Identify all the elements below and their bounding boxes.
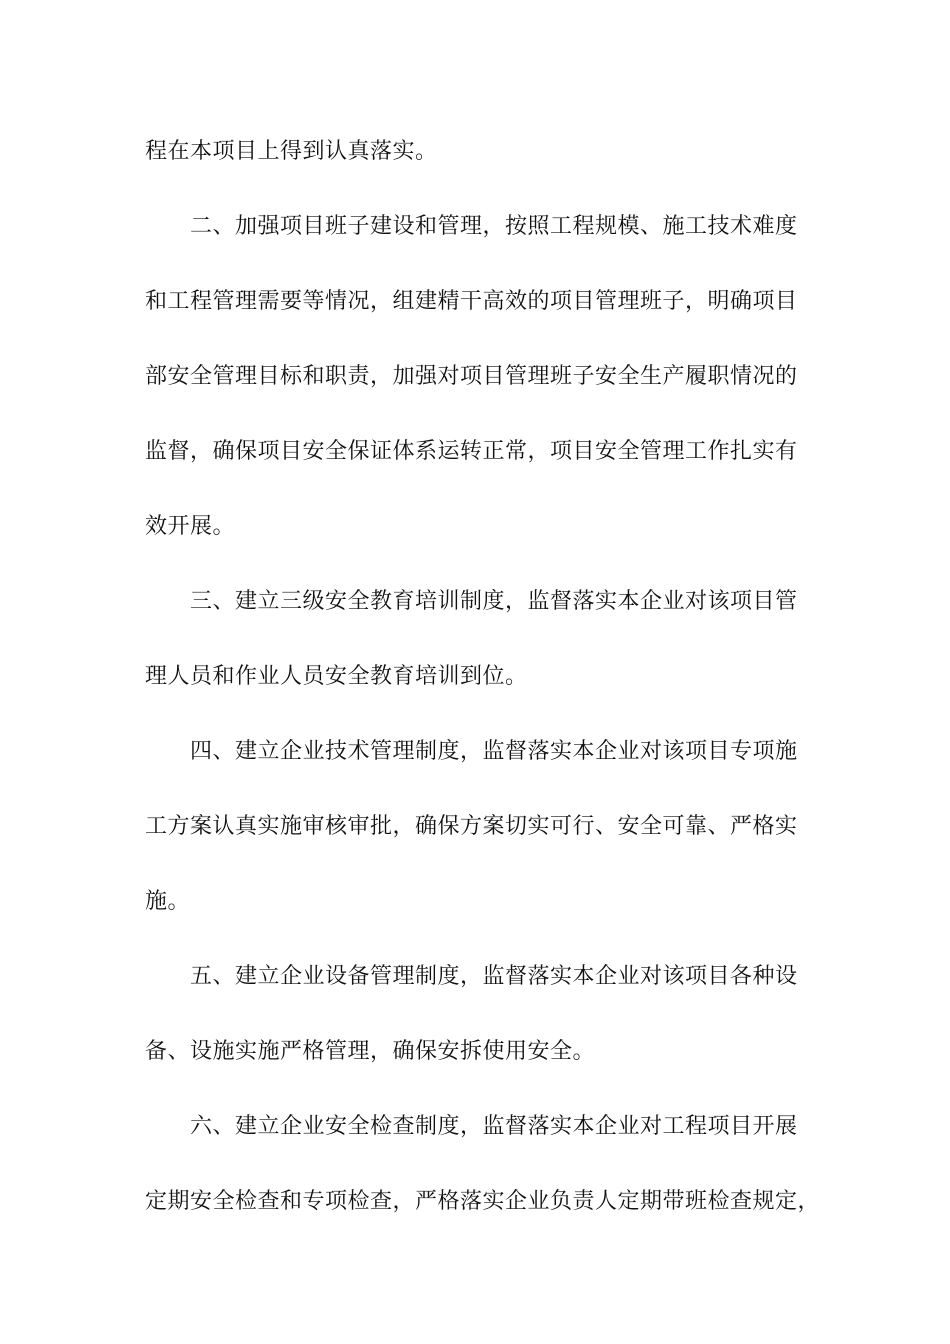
text-line: 理人员和作业人员安全教育培训到位。: [145, 664, 528, 689]
text-line: 监督，确保项目安全保证体系运转正常，项目安全管理工作扎实有: [145, 439, 798, 464]
text-line: 程在本项目上得到认真落实。: [145, 139, 438, 164]
text-line: 备、设施实施严格管理，确保安拆使用安全。: [145, 1039, 596, 1064]
text-line: 部安全管理目标和职责，加强对项目管理班子安全生产履职情况的: [145, 364, 798, 389]
text-line: 定期安全检查和专项检查，严格落实企业负责人定期带班检查规定，: [145, 1189, 821, 1214]
paragraph-start-line: 二、加强项目班子建设和管理，按照工程规模、施工技术难度: [190, 214, 798, 239]
text-line: 效开展。: [145, 514, 236, 539]
paragraph-start-line: 四、建立企业技术管理制度，监督落实本企业对该项目专项施: [190, 739, 798, 764]
paragraph-start-line: 三、建立三级安全教育培训制度，监督落实本企业对该项目管: [190, 589, 798, 614]
text-line: 和工程管理需要等情况，组建精干高效的项目管理班子，明确项目: [145, 289, 798, 314]
text-line: 工方案认真实施审核审批，确保方案切实可行、安全可靠、严格实: [145, 814, 798, 839]
paragraph-start-line: 六、建立企业安全检查制度，监督落实本企业对工程项目开展: [190, 1114, 798, 1139]
text-line: 施。: [145, 889, 191, 914]
paragraph-start-line: 五、建立企业设备管理制度，监督落实本企业对该项目各种设: [190, 964, 798, 989]
